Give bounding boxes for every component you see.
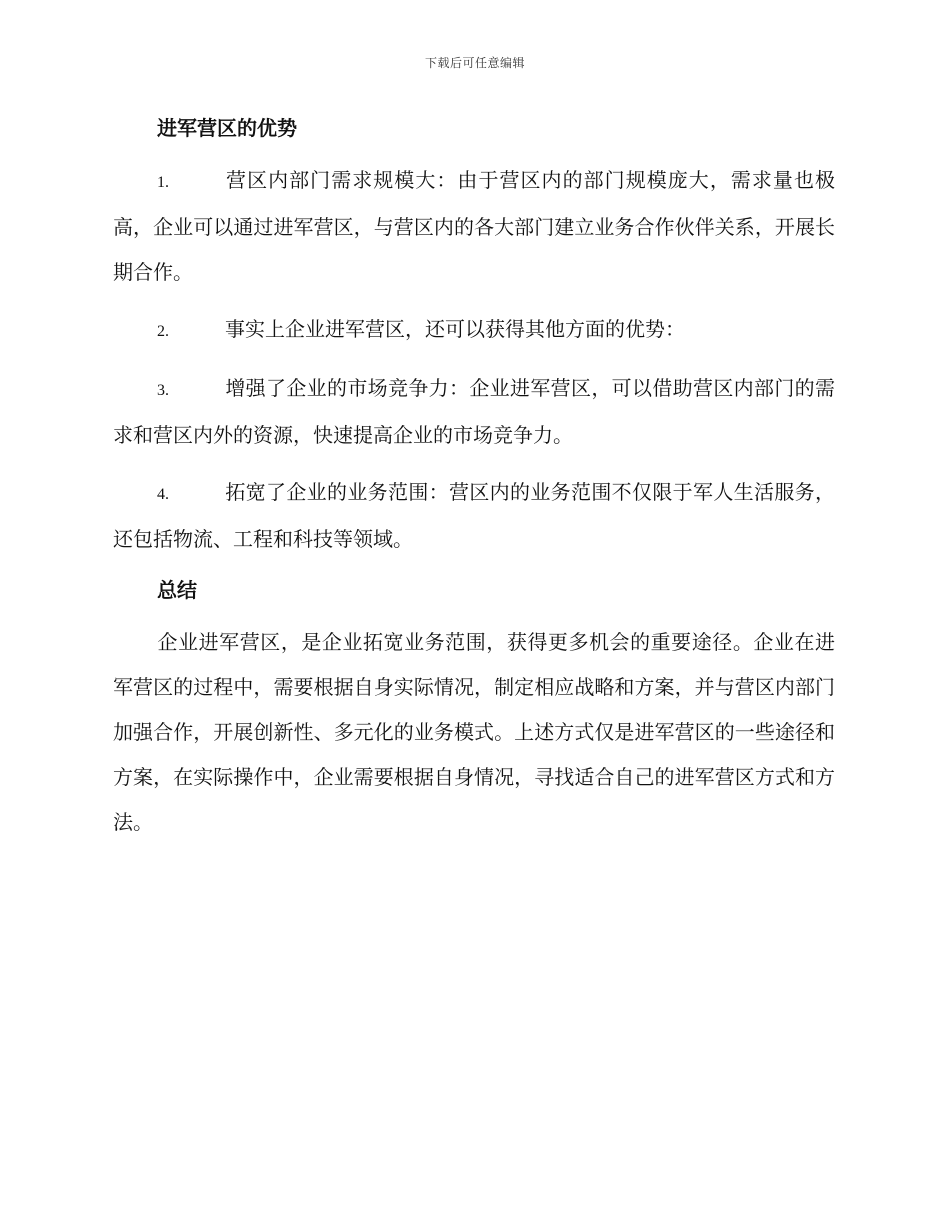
section-heading-advantages: 进军营区的优势 [157, 116, 297, 140]
document-content [113, 112, 835, 857]
list-item-text: 增强了企业的市场竞争力：企业进军营区，可以借助营区内部门的需求和营区内外的资源，快速提高企业的市场竞争力。 [113, 376, 835, 447]
list-item [113, 158, 835, 295]
list-item-number: 4. [157, 486, 169, 503]
list-item-text: 事实上企业进军营区，还可以获得其他方面的优势： [225, 317, 685, 341]
list-item [113, 366, 835, 458]
list-item [113, 307, 835, 354]
list-item-number: 1. [157, 174, 169, 191]
list-item [113, 470, 835, 562]
list-item-number: 2. [157, 323, 169, 340]
summary-paragraph [113, 620, 835, 845]
list-item-number: 3. [157, 382, 169, 399]
section-heading-summary: 总结 [157, 578, 197, 602]
list-item-text: 拓宽了企业的业务范围：营区内的业务范围不仅限于军人生活服务，还包括物流、工程和科技等领域。 [113, 480, 835, 551]
list-item-text: 营区内部门需求规模大：由于营区内的部门规模庞大，需求量也极高，企业可以通过进军营区，与营区内的各大部门建立业务合作伙伴关系，开展长期合作。 [113, 168, 835, 284]
header-note: 下载后可任意编辑 [424, 56, 525, 70]
summary-paragraph-text: 企业进军营区，是企业拓宽业务范围，获得更多机会的重要途径。企业在进军营区的过程中，需要根据自身实际情况，制定相应战略和方案，并与营区内部门加强合作，开展创新性、多元化的业务模式。上述方式仅是进军营区的一些途径和方案，在实际操作中，企业需要根据自身情况，寻找适合自己的进军营区方式和方法。 [113, 630, 835, 834]
